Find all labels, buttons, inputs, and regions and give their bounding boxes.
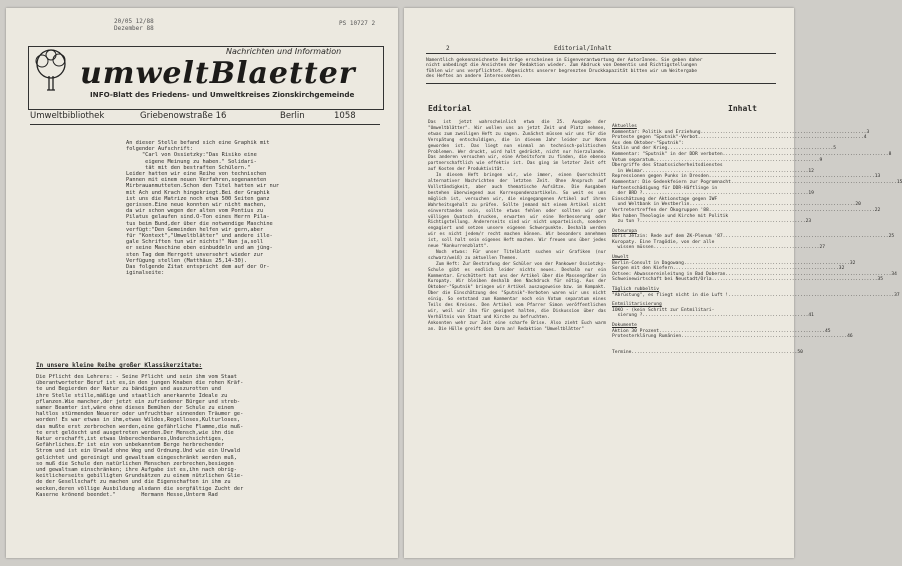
toc-spacer [612, 340, 776, 350]
toc-entry-title: in Weimar............................................................ [612, 168, 809, 174]
toc-entry-title: Kommentar: Die Gedenkfeiern zur Pogromnacht............................................................ [612, 179, 897, 185]
page-number: 2 [446, 45, 450, 52]
quote-text: Die Pflicht des Lehrers: - Seine Pflicht und sein ihm vom Staat überantworteter Beruf ist es,in den jungen Knaben die rohen Kräf- te und Begierden der Natur zu bändigen und auszurotten und ihre Stelle stille,mäßige und staatlich anerkannte Ideale zu pflanzen.Wie mancher,der jetzt ein zufriedener Bürger und streb- samer Beamter ist,wäre ohne dieses Bemühen der Schule zu einem haltlos stürmenden Neuerer oder unfruchtbar sinnenden Träumer ge- worden! Es war etwas in ihm,etwas Wildes,Regelloses,Kulturloses, das mußte erst zerbrochen werden,eine gefährliche Flamme,die muß- te erst gelöscht und ausgetreten werden.Der Mensch,wie ihn die Natur erschafft,ist etwas Unberechenbares,Undurchsichtiges, Gefährliches.Er ist ein von unbekanntem Berge herbrechender Strom und ist ein Urwald ohne Weg und Ordnung.Und wie ein Urwald gelichtet und gereinigt und gewaltsam eingeschränkt werden muß, so muß die Schule den natürlichen Menschen zerbrechen,besiegen und gewaltsam einschränken; ihre Aufgabe ist es,ihn nach obrig- keitlicherseits gebilligten Grundsätzen zu einem nützlichen Glie- de der Gesellschaft zu machen und die Eigenschaften in ihm zu wecken,deren völlige Ausbildung alsdann die sorgfältige Zucht der Kaserne krönend beendet." Hermann Hesse,Unterm Rad [36, 374, 244, 498]
toc-entry [612, 313, 814, 319]
toc-entry [612, 292, 900, 299]
toc-section-heading: Osteuropa [612, 228, 637, 234]
right-page [404, 8, 902, 558]
toc-entry-title: Einschätzung der Aktionstage gegen IWF [612, 196, 718, 202]
toc-entry-title: Protesterklärung Rumänien............................................................ [612, 334, 848, 340]
toc-entry-page: 35 [877, 277, 884, 283]
toc-entry [612, 334, 853, 340]
table-of-contents [612, 120, 902, 355]
toc-entry-title: wissen müssen............................................................ [612, 245, 820, 251]
masthead-title: umweltBlaetter [80, 56, 356, 91]
section-heading: In unsere kleine Reihe großer Klassikerzitate: [36, 362, 203, 369]
editorial-paragraph: Das ist jetzt wahrscheinlich etwa die 25. Ausgabe der "Umweltblätter". Wir wollen uns an jetzt Zeit und Platz nehmen, etwas zum zweiligen Heft zu sagen. Zunächst müssen wir uns für die Verspätung entschuldigen, die in diesem Jahr leider zur Norm geworden ist. Das liegt nun einmal an technisch-politischen Problemen. Wer druckt, wird halt gedrückt, nicht nur hierzulande. Das anderen versuchen wir, eine Arbeitsform zu finden, die ebenso partnerschaftlich wie effektiv ist. Das ging im letzter Zeit oft auf Kosten der Produktivität. [428, 120, 606, 173]
toc-entry-page: 32 [849, 260, 856, 266]
toc-entry-title: Haftentschädigung für DDR-Häftlinge in [612, 185, 718, 191]
toc-entry-title: Stalin und der Krieg............................................................ [612, 146, 834, 152]
city: Berlin [280, 111, 305, 121]
toc-entry-page: 37 [894, 292, 900, 298]
toc-entry-page: 34 [891, 271, 897, 277]
page-header: Editorial/Inhalt [554, 45, 612, 52]
toc-entry [612, 245, 825, 251]
toc-entry-page: 27 [819, 245, 825, 251]
toc-entry-title: IOKO - (kein Schritt zur Entmilitari- [612, 307, 715, 313]
toc-entry-page: 45 [824, 328, 831, 334]
editorial-body [428, 120, 606, 333]
archive-stamp-id: PS 10727 2 [339, 20, 376, 27]
toc-entry-title: Aktion 30 Prozent............................................................ [612, 328, 825, 334]
toc-section-heading: Umwelt [612, 255, 629, 261]
editorial-paragraph: Zum Heft: Zur Bestrafung der Schüler von der Pankower Ossietzky-Schule gibt es endlich leider nichts neues. Deshalb nur ein Kommentar. Erschüttert hat uns der Artikel über die Massengräber in Kuropaty. Wir bleiben deshalb den Nachdruck für nötig. Aus der Oktober-"Sputnik" bringen wir Artikel auszugsweise bzw. im Kompakt. Über die Einschätzung des "Sputnik"-Verboten waren wir uns nicht einig. So entstand zum Kommentar noch ein Votum separatum eines Teils des Kreises. Den Artikel vom Pfarrer Simon veröffentlichen wir, weil wir ihn für geeignet halten, die Diskussion über das Verhältnis von Staat und Kirche zu befruchten. [428, 261, 606, 320]
archive-stamp: 20/05 12/88 [114, 18, 154, 25]
toc-entry-page: 23 [805, 219, 812, 225]
toc-section-heading: Entmilitarisierung [612, 302, 662, 308]
toc-entry-title: Votum separatum............................................................ [612, 157, 820, 163]
toc-entry-title: sierung ?............................................................ [612, 313, 809, 319]
toc-entry-page: 15 [896, 179, 902, 185]
org-name: Umweltbibliothek [30, 111, 105, 121]
toc-entry-title: Übergriffe des Staatssicherheitsdienstes [612, 163, 723, 169]
toc-section-heading: Aktuelles [612, 124, 637, 129]
toc-entry [612, 349, 803, 356]
editorial-heading: Editorial [428, 104, 472, 113]
toc-entry-page: 12 [808, 168, 814, 174]
toc-entry-title: und Weltbank in Westberlin............................................................ [612, 202, 856, 208]
toc-entry-page: 3 [866, 129, 870, 135]
toc-entry-title: Berlin-Consult in Dagowang............................................................ [612, 260, 850, 266]
intro-text: An dieser Stelle befand sich eine Graphik mit folgender Aufschrift: "Carl von Ossietzky:"Das Risiko eine eigene Meinung zu haben." Solidari- tät mit den bestraften Schülern." Leider hatten wir eine Reihe von technischen Pannen mit einem neuen Verfahren,sogenannten Mirbrauanmutteten.Schon den Titel hatten wir nur mit Ach und Krach hingekriegt.Bei der Graphik ist uns die Matrize noch etwa 500 Seiten ganz gerissen.Eine neue konnten wir nicht machen, da wir schon wegen der alten vom Pontius zu Pilatus gelaufen sind.O-Ton eines Herrn Pila- tus beim Bund,der über die notwendige Maschine verfügt:"Den Gemeinden helfen wir gern,aber für "Kontext","Umweltblätter" und andere ille- gale Schriften tun wir nichts!" Nun ja,soll er seine Maschine eben einbuddeln und am jüng- sten Tag dem Herrgott unversehrt wieder zur Verfügung stellen (Matthäus 25,14-30). Das folgende Zitat entspricht dem auf der Or- iginalseite: [126, 140, 280, 277]
toc-entry-title: zu tun ?............................................................ [612, 219, 806, 225]
toc-section-heading: Täglich rubbeltiv [612, 287, 660, 293]
toc-entry-title: der BRD ?............................................................ [612, 191, 809, 197]
toc-entry-title: Repressionen gegen Punks in Dresden............................................................ [612, 174, 875, 180]
toc-entry-title: Sorgen mit den Kiefern............................................................ [612, 266, 839, 272]
toc-entry-title: Boris Jelzin: Rede auf dem ZK-Plenum '87............................................................ [612, 234, 889, 240]
editorial-paragraph: Ankonnten wehr zur Zeit eine scharfe Brise. Also zieht Euch warm an. Die Hülle greift den Darm an! Redaktion "Umweltblätter" [428, 320, 606, 332]
toc-entry-title: "Abrüstung", es fliegt nicht in die Luft !............................................................ [612, 292, 895, 298]
toc-entry-page: 19 [808, 191, 814, 197]
toc-entry-page: 13 [874, 174, 881, 180]
left-page [6, 8, 398, 558]
toc-section-heading: Dokumente [612, 323, 637, 328]
toc-entry-page: 41 [808, 313, 814, 319]
toc-entry-title: Schweinewirtschaft bei Neustadt/Orla............................................................ [612, 277, 878, 283]
toc-entry-title: Proteste gegen "Sputnik"-Verbot............................................................ [612, 135, 864, 141]
disclaimer-note: Namentlich gekennzeichnete Beiträge erscheinen in Eigenverantwortung der AutorInnen. Sie geben daher nicht unbedingt die Ansichten der Redaktion wieder. Zum Abdruck von Dementis und Richtigstellungen fühlen wir uns verpflichtet. Abgesichts unserer begrenzten Druckkapazität bitten wir um Weitergabe des Heftes an andere Interessenten. [426, 58, 703, 80]
toc-entry-title: Vertretertreffen der Ökogruppen '88............................................................ [612, 207, 875, 213]
toc-entry-title: Kuropaty. Eine Tragödie, von der alle [612, 239, 715, 245]
toc-entry-page: 25 [888, 234, 895, 240]
toc-entry [612, 277, 884, 283]
toc-entry-page: 8 [888, 151, 892, 157]
note-rule [426, 83, 776, 84]
masthead-subtitle: Nachrichten und Information [226, 47, 342, 56]
header-rule [426, 53, 776, 54]
contents-heading: Inhalt [728, 104, 757, 113]
toc-entry [612, 219, 812, 225]
toc-entry-title: Aus dem Oktober-"Sputnik": [612, 140, 684, 146]
editorial-paragraph: In diesem Heft bringen wir, wie immer, einen Querschnitt alternativer Nachrichten der letzten Zeit. Ohne Anspruch auf Vollständigkeit, aber auch thematische Aufsätze. Die Ausgaben bestehen überwiegend aus Korrespondenzartikeln. So weit es uns möglich ist, versuchen wir, die eingegangenen Artikel auf ihren Wahrheitsgehalt zu prüfen. Sollte jemand mit einem Artikel nicht einverstanden sein, sollte etwas fehlen oder sollten wir gar völligen Quatsch drucken, erwarten wir eine Verbesserung oder Richtigstellung. Andererseits sind wir nicht unparteiisch, sondern engagiert und setzen unsere eigenen Schwerpunkte. Deshalb werden wir es nicht jedem/r recht machen können. Wir besonders annehmen ist, soll halt sein eigenes Heft machen. Wir freuen uns über jedes neue "Konkurrenzblatt". [428, 173, 606, 250]
archive-stamp-month: Dezember 88 [114, 25, 154, 32]
toc-entry-page: 20 [855, 202, 861, 208]
toc-entry-title: Kommentar: Politik und Erziehung............................................................ [612, 129, 867, 135]
postal-code: 1058 [334, 111, 356, 121]
masthead-tagline: INFO-Blatt des Friedens- und Umweltkreises Zionskirchgemeinde [90, 90, 355, 99]
tree-logo-icon [28, 48, 74, 92]
toc-entry-title: Termine............................................................ [612, 349, 798, 355]
toc-entry-page: 32 [838, 266, 845, 272]
toc-entry-title: Was haben Theologie und Kirche mit Politik [612, 213, 729, 219]
toc-entry-page: 4 [863, 135, 867, 141]
header-divider [30, 124, 380, 125]
editorial-paragraph: Noch etwas: Für unser Titelblatt suchen wir Grafiken (nur schwarz/weiß) zu aktuellen Themen. [428, 249, 606, 261]
toc-entry-page: 50 [797, 349, 803, 355]
toc-entry-title: Ostsee: Abwassereinleitung in Bad Doberan............................................................ [612, 271, 892, 277]
toc-entry-page: 5 [833, 146, 837, 152]
toc-entry-page: 46 [847, 334, 853, 340]
street-address: Griebenowstraße 16 [140, 111, 227, 121]
toc-entry-page: 22 [874, 207, 881, 213]
toc-entry-title: Kommentar: "Sputnik" in der DDR verboten............................................................ [612, 151, 889, 157]
toc-entry-page: 9 [819, 157, 823, 163]
